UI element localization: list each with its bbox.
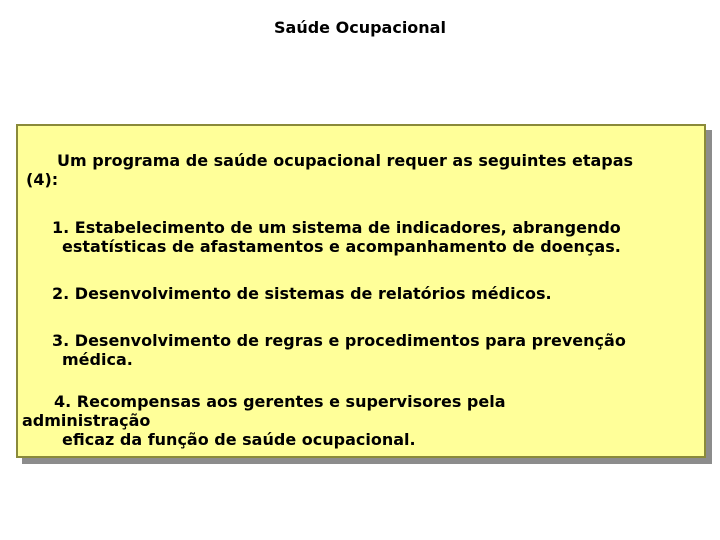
item-4-line-2: administração <box>22 411 151 430</box>
content-text <box>18 126 704 456</box>
item-4-line-1: 4. Recompensas aos gerentes e supervisores pela <box>54 392 506 411</box>
intro-line-1: Um programa de saúde ocupacional requer as seguintes etapas <box>57 151 634 170</box>
item-1-line-1: 1. Estabelecimento de um sistema de indicadores, abrangendo <box>52 218 621 237</box>
slide-title: Saúde Ocupacional <box>274 18 446 37</box>
item-3-line-2: médica. <box>62 350 133 369</box>
item-2-line-1: 2. Desenvolvimento de sistemas de relatórios médicos. <box>52 284 552 303</box>
item-4-line-3: eficaz da função de saúde ocupacional. <box>62 430 416 449</box>
item-3-line-1: 3. Desenvolvimento de regras e procedimentos para prevenção <box>52 331 626 350</box>
intro-line-2: (4): <box>26 170 59 189</box>
item-1-line-2: estatísticas de afastamentos e acompanhamento de doenças. <box>62 237 621 256</box>
content-box <box>16 124 706 458</box>
